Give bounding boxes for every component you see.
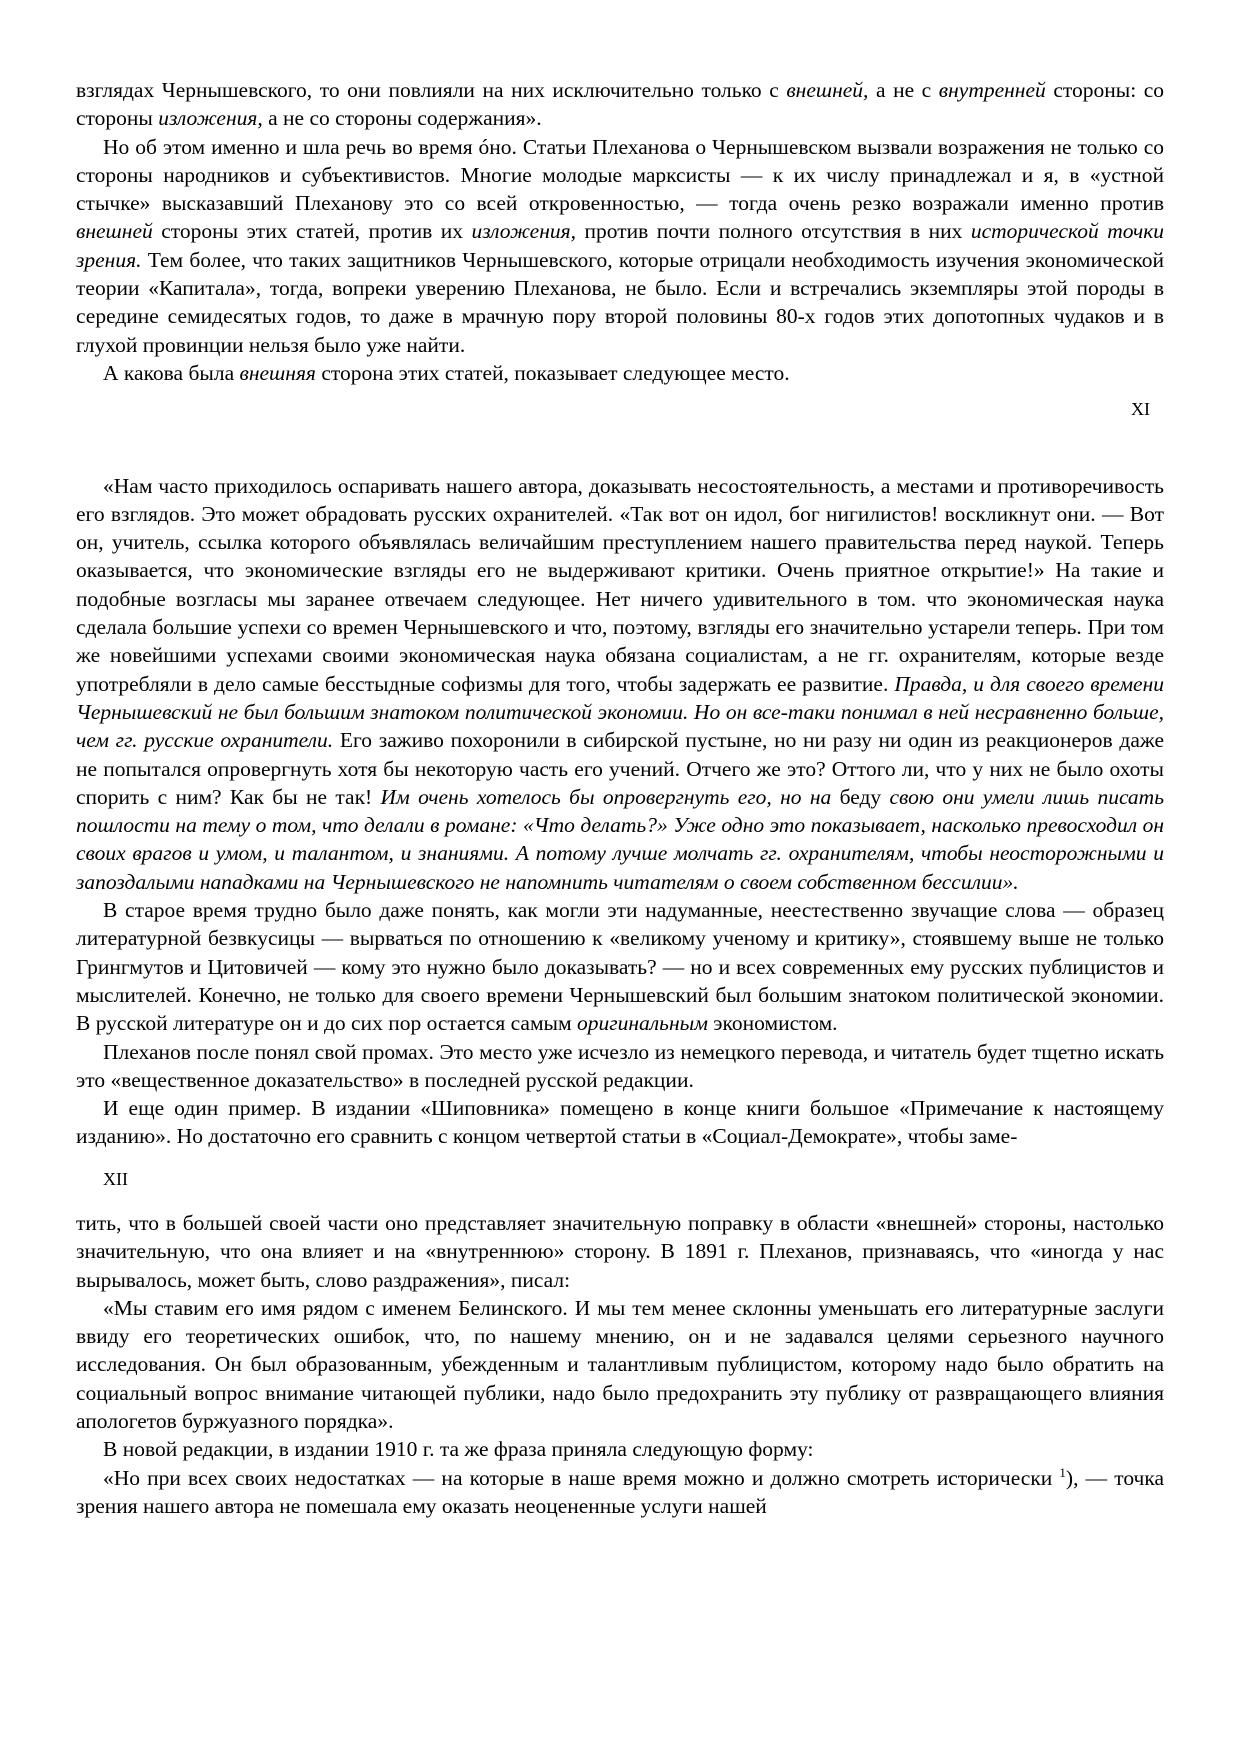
text-run: Плеханов после понял свой промах. Это место уже исчезло из немецкого перевода, и читатель будет тщетно искать это «вещественное доказательство» в последней русской редакции. (76, 1039, 1164, 1092)
text-run: «Нам часто приходилось оспаривать нашего автора, доказывать несостоятельность, а местами и противоречивость его взглядов. Это может обрадовать русских охранителей. «Так вот он идол, бог нигилистов! воскликнут они. — Вот он, учитель, ссылка которого объявлялась величайшим преступлением нашего правительства перед наукой. Теперь оказывается, что экономические взгляды его не выдерживают критики. Очень приятное открытие!» На такие и подобные возгласы мы заранее отвечаем следующее. Нет ничего удивительного в том. что экономическая наука сделала большие успехи со времен Чернышевского и что, поэтому, взгляды его значительно устарели теперь. При том же новейшими успехами своими экономическая наука обязана социалистам, а не гг. охранителям, которые везде употребляли в дело самые бесстыдные софизмы для того, чтобы задержать ее развитие. (76, 473, 1164, 696)
italic-run: свою они умели лишь писать пошлости на тему о том, что делали в романе: «Что делать?» Уже одно это показывает, насколько превосходил он своих врагов и умом, и талантом, и знаниями. А потому лучше молчать гг. охранителям, чтобы неосторожными и запоздалыми нападками на Чернышевского не напомнить читателям о своем собственном бессилии». (76, 784, 1164, 894)
text-run: «Мы ставим его имя рядом с именем Белинского. И мы тем менее склонны уменьшать его литературные заслуги ввиду его теоретических ошибок, что, по нашему мнению, он и не задавался целями серьезного научного исследования. Он был образованным, убежденным и талантливым публицистом, которому надо было обратить на социальный вопрос внимание читающей публики, надо было предохранить эту публику от развращающего влияния апологетов буржуазного порядка». (76, 1295, 1164, 1434)
paragraph-5 (76, 896, 1164, 1037)
italic-run: Им очень хотелось бы опровергнуть его, но на (380, 784, 832, 809)
italic-run: внешней (76, 219, 153, 244)
paragraph-3 (76, 359, 1164, 387)
text-run: В новой редакции, в издании 1910 г. та же фраза приняла следующую форму: (103, 1437, 814, 1462)
text-run: взглядах Чернышевского, то они повлияли на них исключительно только с (76, 78, 787, 102)
italic-run: Правда, и для своего времени Чернышевский не был большим знатоком политической экономии. Но он все-таки понимал в ней несравненно больше, чем гг. русские охранители. (76, 671, 1164, 753)
text-run: стороны этих статей, против их (152, 219, 472, 244)
paragraph-7 (76, 1094, 1164, 1151)
document-page (76, 76, 1164, 1520)
paragraph-2 (76, 133, 1164, 359)
italic-run: внешней, (786, 78, 869, 102)
paragraph-10 (76, 1435, 1164, 1463)
italic-run: изложения, (471, 219, 576, 244)
italic-run: внешняя (239, 360, 316, 385)
paragraph-1 (76, 76, 1164, 133)
paragraph-11 (76, 1464, 1164, 1521)
text-run: Но об этом именно и шла речь во время óно. Статьи Плеханова о Чернышевском вызвали возражения не только со стороны народников и субъективистов. Многие молодые марксисты — к их числу принадлежал и я, в «устной стычке» высказавший Плеханову это со всей откровенностью, — тогда очень резко возражали именно против (76, 134, 1164, 216)
page-marker-xii: XII (103, 1168, 128, 1189)
text-run: ), — точка зрения нашего автора не помешала ему оказать неоцененные услуги нашей (76, 1465, 1164, 1518)
text-run: В старое время трудно было даже понять, как могли эти надуманные, неестественно звучащие слова — образец литературной безвкусицы — вырваться по отношению к «великому ученому и критику», стоявшему выше не только Грингмутов и Цитовичей — кому это нужно было доказывать? — но и всех современных ему русских публицистов и мыслителей. Конечно, не только для своего времени Чернышевский был большим знатоком политической экономии. В русской литературе он и до сих пор остается самым (76, 898, 1164, 1036)
italic-run: оригинальным (577, 1011, 708, 1036)
text-run: а не со стороны содержания». (262, 106, 542, 131)
text-run: стороны: со стороны (76, 78, 1165, 131)
text-run: И еще один пример. В издании «Шиповника» помещено в конце книги большое «Примечание к настоящему изданию». Но достаточно его сравнить с концом четвертой статьи в «Социал-Демократе», чтобы заме- (76, 1096, 1164, 1149)
italic-run: внутренней (938, 78, 1046, 102)
footnote-marker[interactable]: 1 (1059, 1464, 1066, 1480)
page-marker-xi: XI (1131, 399, 1150, 420)
text-run: против почти полного отсутствия в них (576, 219, 971, 244)
text-run: А какова была (103, 360, 240, 385)
paragraph-9 (76, 1294, 1164, 1435)
text-run: тить, что в большей своей части оно представляет значительную поправку в области «внешней» стороны, настолько значительную, что она влияет и на «внутреннюю» сторону. В 1891 г. Плеханов, признаваясь, что «иногда у нас вырывалось, может быть, слово раздражения», писал: (76, 1210, 1164, 1292)
paragraph-8 (76, 1209, 1164, 1294)
italic-run: исторической точки зрения. (76, 219, 1165, 272)
text-run: а не с (868, 78, 939, 102)
text-run: Его заживо похоронили в сибирской пустыне, но ни разу ни один из реакционеров даже не попытался опровергнуть хотя бы некоторую часть его учений. Отчего же это? Оттого ли, что у них не было охоты спорить с ним? Как бы не так! (76, 728, 1164, 809)
text-run: Тем более, что таких защитников Чернышевского, которые отрицали необходимость изучения экономической теории «Капитала», тогда, вопреки уверению Плеханова, не было. Если и встречались экземпляры этой породы в середине семидесятых годов, то даже в мрачную пору второй половины 80-х годов этих допотопных чудаков и в глухой провинции нельзя было уже найти. (76, 247, 1164, 357)
text-run: сторона этих статей, показывает следующее место. (315, 360, 790, 385)
italic-run: изложения, (158, 106, 263, 131)
text-run: беду (831, 784, 890, 809)
paragraph-6 (76, 1038, 1164, 1095)
paragraph-4 (76, 472, 1164, 896)
text-run: «Но при всех своих недостатках — на которые в наше время можно и должно смотреть исторически (103, 1465, 1060, 1490)
text-run: экономистом. (707, 1011, 838, 1036)
